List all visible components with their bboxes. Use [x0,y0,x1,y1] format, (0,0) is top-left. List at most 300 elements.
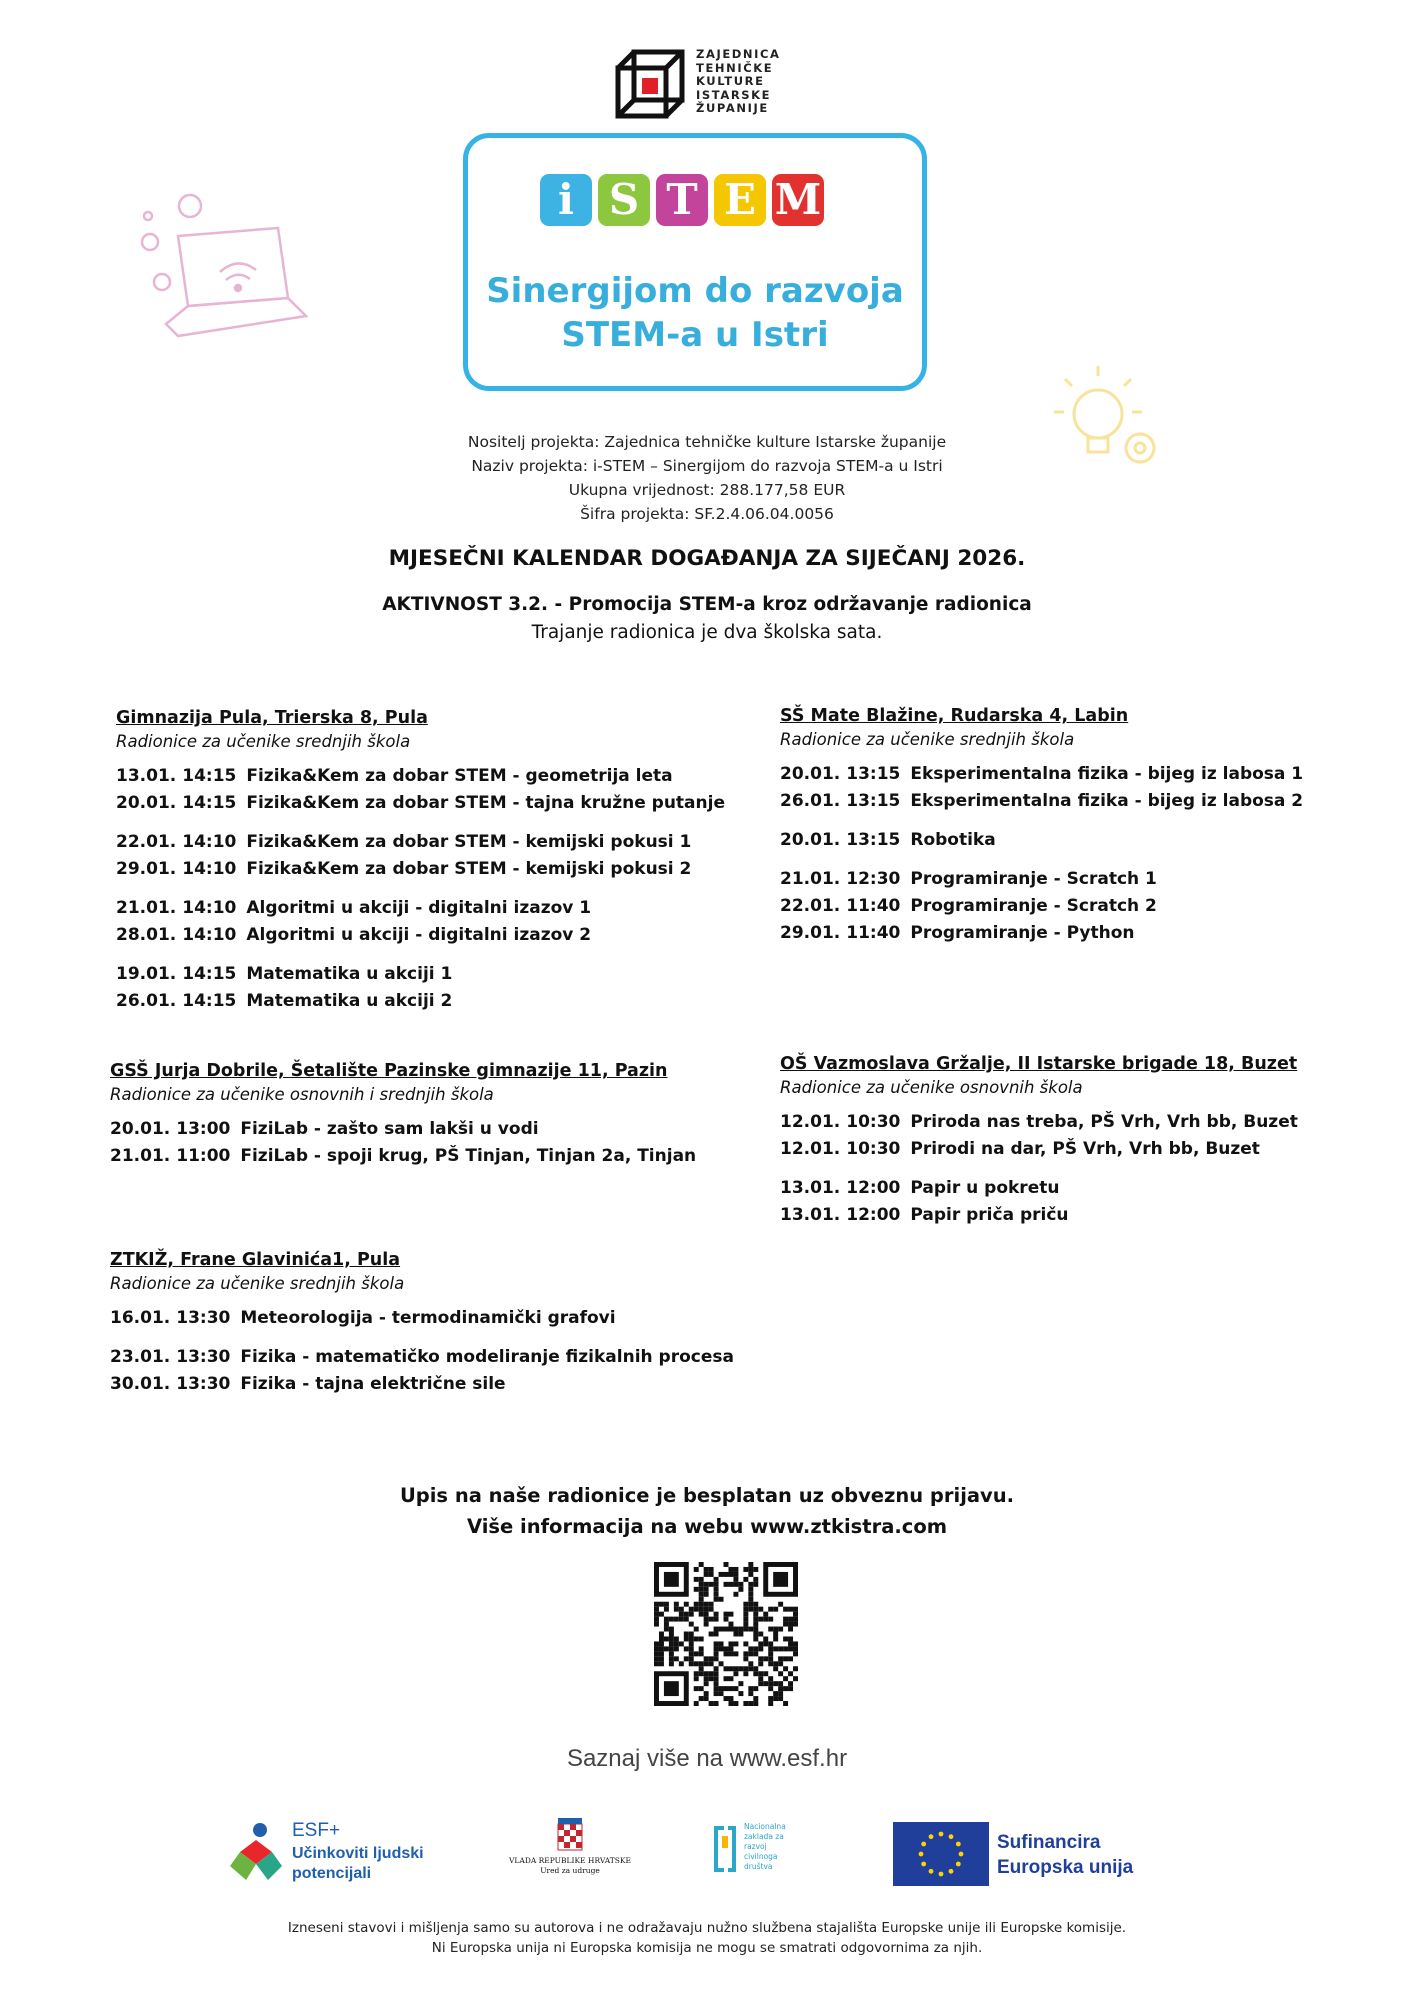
qr-module [724,1676,729,1681]
qr-module [728,1651,733,1656]
venue-name: ZTKIŽ, Frane Glavinića1, Pula [110,1250,401,1270]
qr-module [719,1661,724,1666]
qr-module [758,1632,763,1637]
venue-name: GSŠ Jurja Dobrile, Šetalište Pazinske gimnazije 11, Pazin [110,1061,668,1081]
signup-line-2[interactable]: Više informacija na webu www.ztkistra.com [466,1515,948,1538]
event-date: 21.01. [780,869,841,889]
qr-module [659,1661,664,1666]
qr-module [788,1617,793,1622]
event-row [780,827,1303,854]
qr-module [733,1577,738,1582]
qr-module [694,1686,699,1691]
qr-module [699,1671,704,1676]
qr-module [709,1701,714,1706]
qr-module [719,1691,724,1696]
event-title: Meteorologija - termodinamički grafovi [240,1308,616,1328]
event-row [110,1344,734,1371]
qr-module [743,1622,748,1627]
qr-module [743,1612,748,1617]
qr-module [778,1646,783,1651]
qr-module [743,1701,748,1706]
qr-module [763,1641,768,1646]
qr-module [664,1602,669,1607]
qr-module [743,1627,748,1632]
venue-os-vazmoslava-grzalje [780,1054,1298,1229]
qr-module [733,1641,738,1646]
qr-module [743,1602,748,1607]
qr-module [699,1646,704,1651]
qr-module [699,1587,704,1592]
qr-module [654,1646,659,1651]
qr-module [669,1636,674,1641]
event-group [116,763,725,817]
qr-module [664,1646,669,1651]
qr-module [699,1582,704,1587]
event-date: 21.01. [116,898,177,918]
venue-audience: Radionice za učenike osnovnih i srednjih škola [110,1085,494,1104]
eu-star [939,1832,944,1837]
qr-module [669,1646,674,1651]
event-date: 12.01. [780,1112,841,1132]
qr-module [714,1686,719,1691]
event-title: Fizika&Kem za dobar STEM - tajna kružne putanje [246,793,725,813]
qr-module [743,1567,748,1572]
event-date: 21.01. [110,1146,171,1166]
qr-module [694,1636,699,1641]
qr-module [738,1691,743,1696]
qr-module [773,1666,778,1671]
qr-module [788,1641,793,1646]
qr-module [704,1582,709,1587]
qr-module [768,1661,773,1666]
qr-module [778,1661,783,1666]
qr-module [724,1646,729,1651]
qr-module [728,1641,733,1646]
esf-mark-icon [228,1822,284,1884]
qr-module [704,1671,709,1676]
event-date: 13.01. [116,766,177,786]
qr-module [704,1567,709,1572]
event-date: 23.01. [110,1347,171,1367]
ztk-logo [612,48,782,124]
qr-module [724,1562,729,1567]
qr-module [714,1671,719,1676]
qr-module [704,1602,709,1607]
event-title: Fizika&Kem za dobar STEM - kemijski pokusi 1 [246,832,692,852]
qr-finder [773,1572,788,1587]
event-date: 20.01. [110,1119,171,1139]
qr-finder [664,1572,679,1587]
qr-module [664,1636,669,1641]
project-holder: Nositelj projekta: Zajednica tehničke kulture Istarske županije [467,433,947,451]
event-time: 12:00 [846,1205,901,1225]
qr-module [783,1622,788,1627]
event-group [116,961,725,1015]
qr-module [748,1627,753,1632]
venue-ztkiz [110,1250,734,1398]
qr-module [714,1612,719,1617]
qr-module [689,1632,694,1637]
qr-module [788,1636,793,1641]
qr-module [743,1671,748,1676]
qr-module [743,1666,748,1671]
qr-module [704,1612,709,1617]
qr-module [704,1656,709,1661]
page-title: MJESEČNI KALENDAR DOGAĐANJA ZA SIJEČANJ 2026. [388,546,1026,571]
esf-link[interactable]: Saznaj više na www.esf.hr [566,1745,848,1772]
qr-module [674,1646,679,1651]
qr-module [778,1671,783,1676]
qr-module [753,1632,758,1637]
qr-module [743,1641,748,1646]
qr-module [753,1607,758,1612]
qr-module [669,1627,674,1632]
qr-module [714,1617,719,1622]
qr-module [709,1607,714,1612]
event-row [116,895,725,922]
qr-module [659,1646,664,1651]
qr-module [654,1651,659,1656]
qr-module [684,1636,689,1641]
event-title: Papir priča priču [910,1205,1069,1225]
qr-module [753,1686,758,1691]
event-group [780,1109,1298,1163]
qr-module [728,1686,733,1691]
qr-module [748,1572,753,1577]
qr-module [793,1612,798,1617]
qr-module [679,1661,684,1666]
qr-module [733,1582,738,1587]
qr-module [714,1676,719,1681]
qr-module [694,1676,699,1681]
event-title: Robotika [910,830,996,850]
event-group [110,1305,734,1332]
qr-module [753,1567,758,1572]
qr-module [738,1627,743,1632]
qr-module [738,1681,743,1686]
qr-module [768,1696,773,1701]
event-date: 30.01. [110,1374,171,1394]
qr-module [679,1617,684,1622]
qr-module [699,1661,704,1666]
event-title: Fizika - tajna električne sile [240,1374,506,1394]
qr-module [709,1632,714,1637]
qr-module [773,1636,778,1641]
qr-module [679,1607,684,1612]
qr-module [758,1646,763,1651]
event-row [780,1175,1298,1202]
qr-module [778,1691,783,1696]
ztk-logo-text: ZAJEDNICA TEHNIČKE KULTURE ISTARSKE ŽUPANIJE [696,47,781,115]
eu-cofunded-text: Sufinancira Europska unija [997,1832,1134,1878]
eu-star [929,1869,934,1874]
qr-module [783,1636,788,1641]
qr-module [778,1681,783,1686]
qr-module [758,1681,763,1686]
event-time: 13:30 [176,1347,231,1367]
qr-module [788,1646,793,1651]
qr-module [753,1577,758,1582]
event-date: 12.01. [780,1139,841,1159]
qr-module [724,1696,729,1701]
istem-logo [463,133,927,391]
qr-module [753,1582,758,1587]
qr-module [738,1666,743,1671]
eu-star [921,1862,926,1867]
qr-module [748,1701,753,1706]
qr-module [768,1651,773,1656]
qr-module [768,1701,773,1706]
qr-module [719,1627,724,1632]
qr-module [689,1661,694,1666]
event-row [116,922,725,949]
qr-module [728,1567,733,1572]
qr-module [753,1602,758,1607]
qr-module [704,1691,709,1696]
esf-title: ESF+ [292,1820,341,1841]
eu-star [956,1842,961,1847]
venue-name: Gimnazija Pula, Trierska 8, Pula [116,708,428,728]
istem-piece-t: T [656,174,708,226]
qr-module [689,1612,694,1617]
project-name: Naziv projekta: i-STEM – Sinergijom do razvoja STEM-a u Istri [471,457,943,475]
event-title: Programiranje - Python [910,923,1135,943]
qr-module [773,1691,778,1696]
qr-module [773,1681,778,1686]
esf-subtitle: Učinkoviti ljudski potencijali [292,1845,424,1882]
qr-module [748,1567,753,1572]
event-time: 14:15 [182,766,237,786]
qr-module [758,1676,763,1681]
qr-module [753,1627,758,1632]
qr-module [659,1651,664,1656]
qr-module [733,1651,738,1656]
qr-module [724,1572,729,1577]
event-title: Priroda nas treba, PŠ Vrh, Vrh bb, Buzet [910,1112,1298,1132]
qr-code[interactable] [654,1562,798,1706]
event-group [110,1344,734,1398]
qr-module [699,1612,704,1617]
qr-module [664,1607,669,1612]
event-title: Prirodi na dar, PŠ Vrh, Vrh bb, Buzet [910,1139,1260,1159]
venue-name: OŠ Vazmoslava Gržalje, II Istarske brigade 18, Buzet [780,1054,1298,1074]
qr-module [748,1562,753,1567]
event-title: Algoritmi u akciji - digitalni izazov 2 [246,925,592,945]
event-time: 12:00 [846,1178,901,1198]
qr-module [728,1622,733,1627]
qr-module [704,1572,709,1577]
event-date: 26.01. [780,791,841,811]
qr-module [654,1622,659,1627]
event-row [780,1136,1298,1163]
signup-info [0,1480,1414,1542]
qr-module [793,1641,798,1646]
qr-module [724,1627,729,1632]
qr-module [753,1671,758,1676]
istem-piece-i: i [540,174,592,226]
qr-module [674,1607,679,1612]
qr-module [758,1617,763,1622]
disclaimer [0,1918,1414,1958]
qr-module [679,1641,684,1646]
qr-module [689,1641,694,1646]
qr-module [714,1656,719,1661]
qr-module [714,1632,719,1637]
qr-module [748,1646,753,1651]
event-row [116,763,725,790]
qr-module [788,1656,793,1661]
qr-module [763,1671,768,1676]
qr-module [694,1577,699,1582]
qr-module [714,1681,719,1686]
qr-module [728,1582,733,1587]
qr-module [709,1567,714,1572]
qr-module [719,1686,724,1691]
qr-module [724,1651,729,1656]
qr-module [669,1632,674,1637]
qr-module [758,1607,763,1612]
event-time: 10:30 [846,1139,901,1159]
event-time: 13:30 [176,1308,231,1328]
event-time: 11:40 [846,896,901,916]
activity-heading: AKTIVNOST 3.2. - Promocija STEM-a kroz održavanje radionica [382,594,1032,615]
qr-module [704,1622,709,1627]
qr-module [669,1651,674,1656]
qr-module [694,1627,699,1632]
qr-module [793,1622,798,1627]
qr-module [783,1701,788,1706]
qr-module [793,1607,798,1612]
qr-module [748,1602,753,1607]
qr-module [694,1567,699,1572]
event-time: 13:30 [176,1374,231,1394]
qr-module [768,1627,773,1632]
event-title: Programiranje - Scratch 2 [910,896,1157,916]
qr-module [684,1632,689,1637]
qr-module [788,1681,793,1686]
qr-module [694,1651,699,1656]
event-date: 26.01. [116,991,177,1011]
qr-module [763,1612,768,1617]
qr-module [758,1656,763,1661]
event-date: 13.01. [780,1178,841,1198]
qr-module [714,1651,719,1656]
qr-module [659,1612,664,1617]
qr-module [654,1607,659,1612]
istem-piece-m: M [772,174,824,226]
event-date: 29.01. [780,923,841,943]
qr-module [674,1602,679,1607]
qr-module [714,1641,719,1646]
qr-module [714,1627,719,1632]
qr-module [748,1607,753,1612]
event-time: 14:10 [182,898,237,918]
event-group [116,829,725,883]
qr-module [758,1671,763,1676]
qr-module [793,1646,798,1651]
qr-module [684,1617,689,1622]
qr-module [719,1641,724,1646]
eu-flag-icon [893,1822,989,1886]
qr-module [669,1641,674,1646]
qr-module [743,1607,748,1612]
event-row [780,761,1303,788]
qr-module [793,1651,798,1656]
qr-module [654,1641,659,1646]
qr-module [704,1587,709,1592]
event-row [780,920,1303,947]
qr-module [704,1592,709,1597]
qr-module [778,1656,783,1661]
croatian-coat-of-arms-icon [557,1818,583,1852]
qr-module [733,1666,738,1671]
qr-module [699,1592,704,1597]
qr-module [733,1567,738,1572]
event-row [116,988,725,1015]
qr-module [659,1636,664,1641]
event-row [116,856,725,883]
qr-module [758,1641,763,1646]
disclaimer-line-2: Ni Europska unija ni Europska komisija ne mogu se smatrati odgovornima za njih. [431,1940,983,1956]
qr-module [704,1676,709,1681]
eu-star [959,1852,964,1857]
qr-module [763,1681,768,1686]
qr-module [768,1686,773,1691]
qr-module [659,1602,664,1607]
qr-module [738,1587,743,1592]
venue-audience: Radionice za učenike srednjih škola [116,732,411,751]
disclaimer-line-1: Izneseni stavovi i mišljenja samo su autorova i ne odražavaju nužno službena stajališta Europske unije ili Europske komisije. [287,1920,1127,1936]
qr-module [699,1577,704,1582]
istem-subtitle-1: Sinergijom do razvoja [486,271,904,311]
qr-module [748,1666,753,1671]
qr-module [719,1572,724,1577]
qr-module [743,1651,748,1656]
qr-module [724,1617,729,1622]
qr-module [768,1681,773,1686]
qr-module [689,1646,694,1651]
qr-module [768,1646,773,1651]
qr-module [669,1617,674,1622]
qr-module [719,1597,724,1602]
qr-module [783,1617,788,1622]
qr-module [694,1602,699,1607]
event-group [780,827,1303,854]
event-date: 20.01. [780,830,841,850]
qr-module [664,1622,669,1627]
qr-module [733,1671,738,1676]
qr-module [753,1612,758,1617]
qr-module [788,1686,793,1691]
qr-module [748,1597,753,1602]
qr-module [679,1612,684,1617]
qr-module [724,1666,729,1671]
event-group [780,761,1303,815]
qr-module [714,1587,719,1592]
event-date: 16.01. [110,1308,171,1328]
qr-module [728,1646,733,1651]
qr-module [699,1686,704,1691]
event-time: 11:40 [846,923,901,943]
qr-module [753,1622,758,1627]
qr-module [704,1617,709,1622]
eu-star [949,1834,954,1839]
project-code: Šifra projekta: SF.2.4.06.04.0056 [580,505,834,523]
qr-module [704,1607,709,1612]
qr-module [684,1612,689,1617]
qr-module [654,1617,659,1622]
qr-module [714,1691,719,1696]
